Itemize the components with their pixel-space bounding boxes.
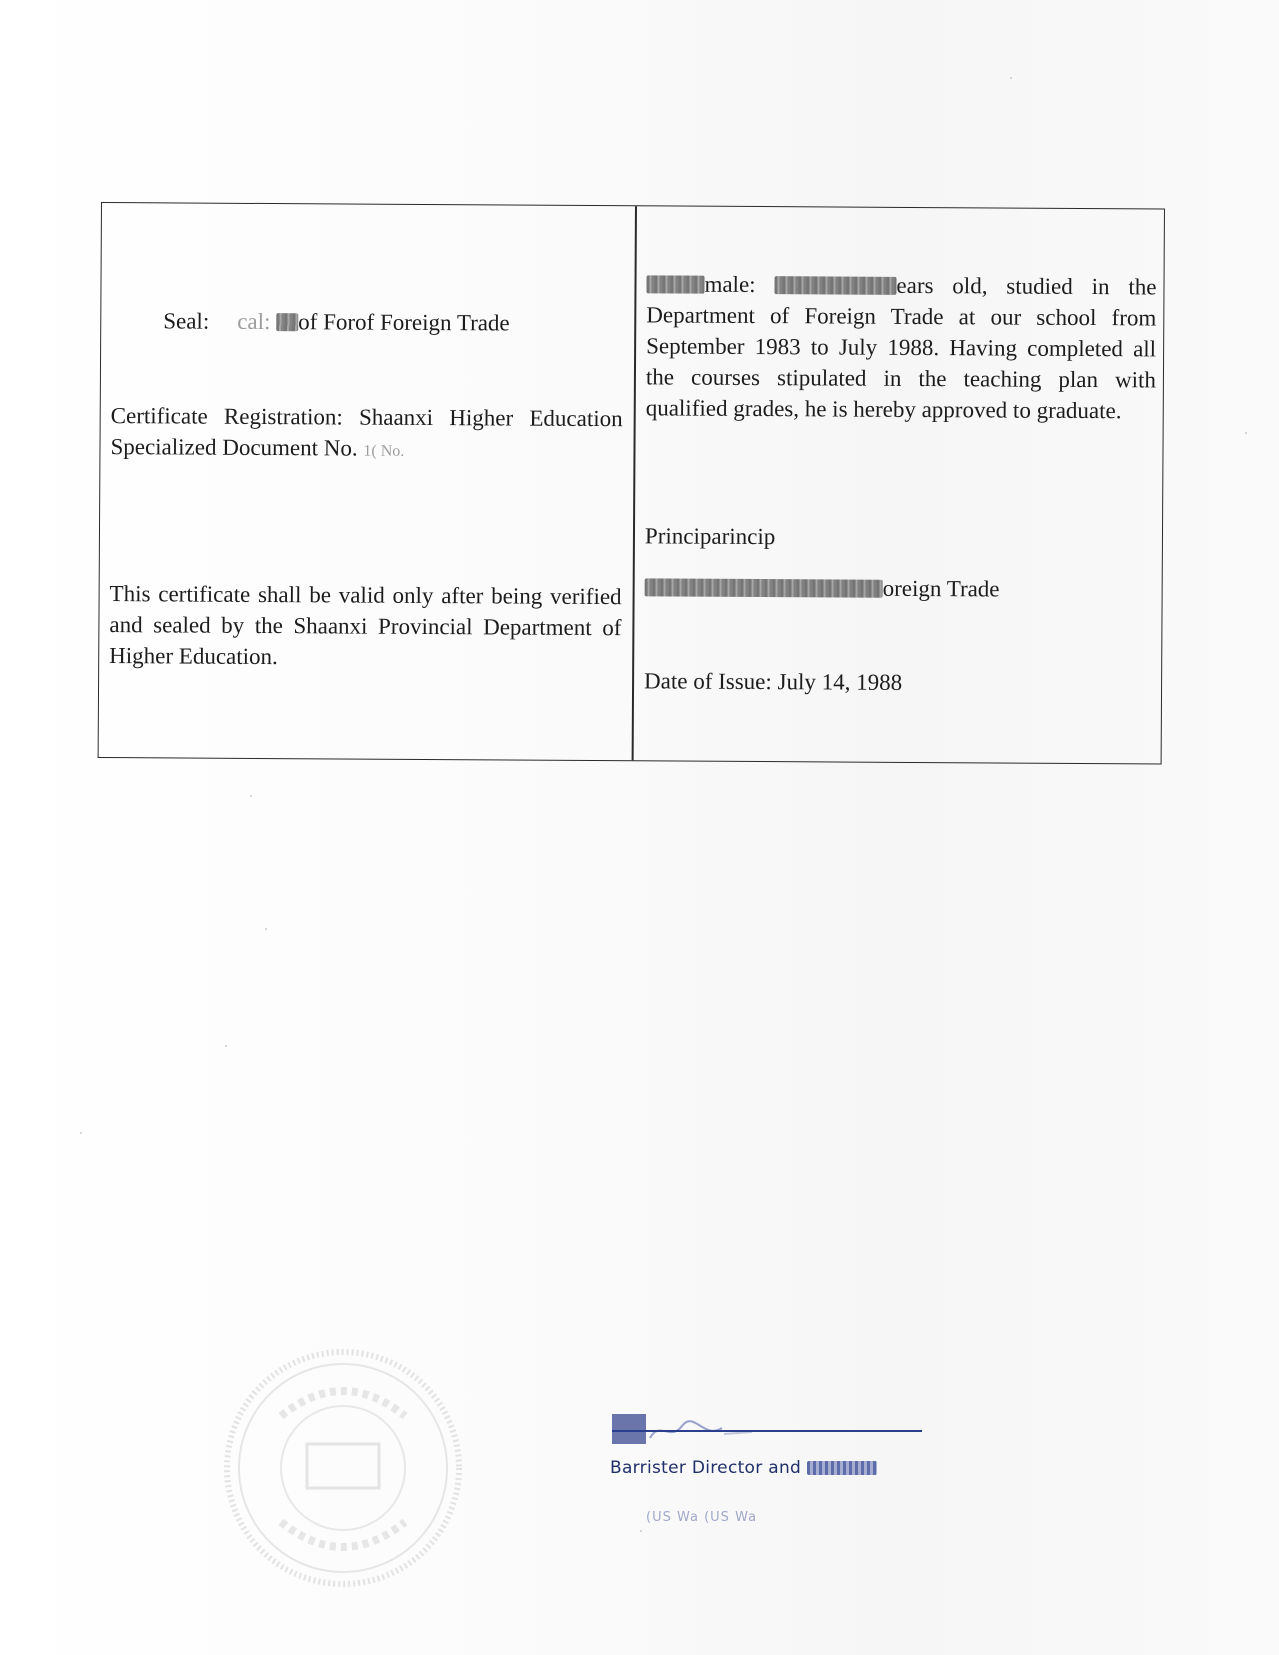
registration-body: Certificate Registration: Shaanxi Higher Education Specialized Document No.	[110, 403, 623, 461]
scan-speck	[640, 1530, 642, 1532]
scan-speck	[225, 1045, 227, 1047]
principal-label: Principarincip	[644, 523, 776, 550]
certificate-table	[98, 202, 1165, 764]
school-line	[645, 571, 1000, 604]
detail-smudge	[774, 276, 896, 295]
validity-text: This certificate shall be valid only after being verified and sealed by the Shaanxi Provincial Department of Higher Education.	[109, 581, 622, 670]
scan-speck	[250, 795, 252, 797]
school-name-tail: oreign Trade	[882, 575, 1000, 602]
left-column	[99, 203, 635, 760]
scan-speck	[1010, 77, 1012, 79]
student-head: male:	[704, 271, 756, 298]
stamp-rule	[612, 1430, 922, 1432]
scan-speck	[80, 1132, 82, 1134]
student-text	[646, 268, 1157, 426]
embossed-seal-icon	[221, 1346, 465, 1590]
signature-icon	[612, 1412, 762, 1446]
seal-smudge	[276, 313, 298, 331]
registration-text	[110, 400, 622, 468]
right-column	[634, 206, 1164, 763]
name-smudge	[646, 275, 704, 293]
stamp-subline: (US Wa (US Wa	[646, 1510, 758, 1525]
scan-speck	[1245, 432, 1247, 434]
registration-number: 1( No.	[363, 442, 405, 460]
seal-value: cal:	[237, 308, 277, 335]
seal-faded-text: of Forof Foreign Trade	[298, 309, 510, 336]
date-of-issue: Date of Issue: July 14, 1988	[644, 668, 903, 695]
principal-line	[645, 520, 775, 552]
stamp-title-text: Barrister Director and	[610, 1458, 807, 1478]
stamp-title	[610, 1458, 877, 1478]
seal-line	[163, 305, 510, 338]
barrister-stamp	[610, 1410, 930, 1560]
seal-label: Seal:	[163, 308, 210, 334]
scan-speck	[265, 928, 267, 930]
stamp-smudge	[807, 1461, 877, 1475]
school-smudge	[645, 578, 883, 597]
student-body: ears old, studied in the Department of Foreign Trade at our school from September 1983 to July 1988. Having completed all the courses stipulated in the teaching plan with qualified grades, he is hereby approved to graduate.	[645, 272, 1157, 424]
